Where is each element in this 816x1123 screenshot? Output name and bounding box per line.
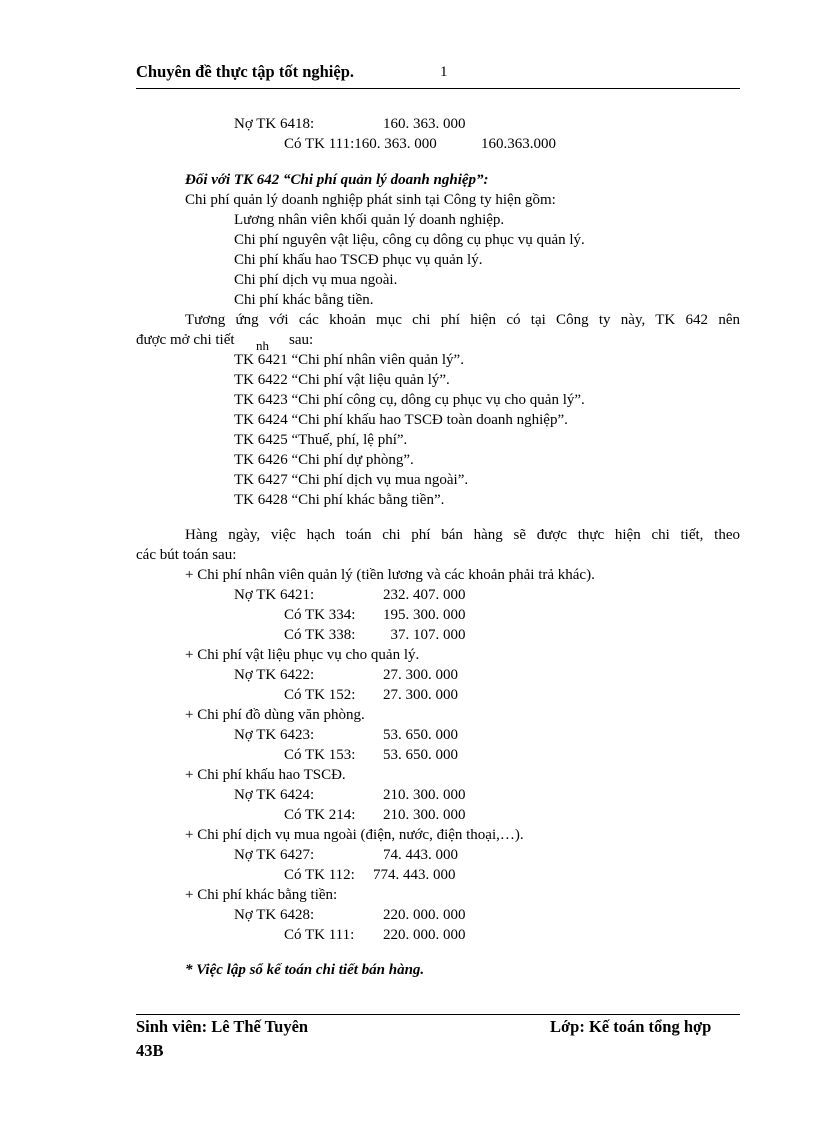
- account-item: TK 6428 “Chi phí khác bằng tiền”.: [234, 492, 445, 508]
- account-item: TK 6422 “Chi phí vật liệu quản lý”.: [234, 372, 450, 388]
- footer-divider: [136, 1014, 740, 1015]
- cost-item: Chi phí nguyên vật liệu, công cụ dông cụ phục vụ quản lý.: [234, 232, 585, 248]
- account-item: TK 6424 “Chi phí khấu hao TSCĐ toàn doanh nghiệp”.: [234, 412, 568, 428]
- debit-account: Nợ TK 6424:: [234, 787, 315, 803]
- credit-account: Có TK 334:: [284, 607, 356, 623]
- paragraph-line: Tương ứng với các khoản mục chi phí hiện có tại Công ty này, TK 642 nên: [185, 312, 740, 328]
- credit-amount: 774. 443. 000: [373, 867, 456, 883]
- debit-amount: 27. 300. 000: [383, 667, 458, 683]
- entry-group-title: + Chi phí dịch vụ mua ngoài (điện, nước, điện thoại,…).: [185, 827, 524, 843]
- header-title: Chuyên đề thực tập tốt nghiệp.: [136, 62, 355, 81]
- footer-cohort: 43B: [136, 1041, 164, 1060]
- footer-student: Sinh viên: Lê Thế Tuyên: [136, 1017, 309, 1036]
- credit-amount: 210. 300. 000: [383, 807, 466, 823]
- cost-item: Chi phí dịch vụ mua ngoài.: [234, 272, 398, 288]
- entry-group-title: + Chi phí khấu hao TSCĐ.: [185, 767, 346, 783]
- debit-account: Nợ TK 6428:: [234, 907, 315, 923]
- header-divider: [136, 88, 740, 89]
- account-item: TK 6426 “Chi phí dự phòng”.: [234, 452, 414, 468]
- entry-debit-6418-amount: 160. 363. 000: [383, 116, 466, 132]
- credit-account: Có TK 112:: [284, 867, 355, 883]
- entry-credit-111-amount: 160.363.000: [481, 136, 556, 152]
- credit-amount: 195. 300. 000: [383, 607, 466, 623]
- credit-account: Có TK 111:: [284, 927, 355, 943]
- credit-amount: 220. 000. 000: [383, 927, 466, 943]
- cost-item: Chi phí khác bằng tiền.: [234, 292, 374, 308]
- account-item: TK 6423 “Chi phí công cụ, dông cụ phục vụ cho quản lý”.: [234, 392, 585, 408]
- debit-account: Nợ TK 6423:: [234, 727, 315, 743]
- entry-group-title: + Chi phí khác bằng tiền:: [185, 887, 338, 903]
- debit-amount: 53. 650. 000: [383, 727, 458, 743]
- debit-amount: 74. 443. 000: [383, 847, 458, 863]
- entry-group-title: + Chi phí vật liệu phục vụ cho quản lý.: [185, 647, 420, 663]
- paragraph-line: Hàng ngày, việc hạch toán chi phí bán hàng sẽ được thực hiện chi tiết, theo: [185, 527, 740, 543]
- credit-account: Có TK 152:: [284, 687, 356, 703]
- cost-item: Chi phí khấu hao TSCĐ phục vụ quản lý.: [234, 252, 483, 268]
- paragraph-line: được mở chi tiết: [136, 332, 235, 348]
- credit-amount: 27. 300. 000: [383, 687, 458, 703]
- section-642-intro: Chi phí quản lý doanh nghiệp phát sinh tại Công ty hiện gồm:: [185, 192, 556, 208]
- section-642-heading: Đối với TK 642 “Chi phí quản lý doanh nghiệp”:: [185, 172, 489, 188]
- debit-account: Nợ TK 6427:: [234, 847, 315, 863]
- page-number: 1: [440, 64, 448, 80]
- paragraph-line-end: sau:: [289, 332, 314, 348]
- debit-amount: 232. 407. 000: [383, 587, 466, 603]
- account-item: TK 6421 “Chi phí nhân viên quản lý”.: [234, 352, 464, 368]
- entry-group-title: + Chi phí nhân viên quản lý (tiền lương và các khoản phải trả khác).: [185, 567, 595, 583]
- paragraph-line: các bút toán sau:: [136, 547, 237, 563]
- debit-amount: 220. 000. 000: [383, 907, 466, 923]
- cost-item: Lương nhân viên khối quản lý doanh nghiệp.: [234, 212, 505, 228]
- credit-account: Có TK 338:: [284, 627, 356, 643]
- debit-account: Nợ TK 6422:: [234, 667, 315, 683]
- entry-credit-111-account: Có TK 111:160. 363. 000: [284, 136, 437, 152]
- entry-group-title: + Chi phí đồ dùng văn phòng.: [185, 707, 365, 723]
- footer-class: Lớp: Kế toán tổng hợp: [550, 1017, 712, 1036]
- paragraph-subscript: nh: [256, 338, 269, 353]
- account-item: TK 6425 “Thuế, phí, lệ phí”.: [234, 432, 408, 448]
- account-item: TK 6427 “Chi phí dịch vụ mua ngoài”.: [234, 472, 469, 488]
- credit-amount: 53. 650. 000: [383, 747, 458, 763]
- entry-debit-6418-account: Nợ TK 6418:: [234, 116, 315, 132]
- debit-account: Nợ TK 6421:: [234, 587, 315, 603]
- closing-heading: * Việc lập sổ kế toán chi tiết bán hàng.: [185, 962, 425, 978]
- credit-account: Có TK 214:: [284, 807, 356, 823]
- credit-account: Có TK 153:: [284, 747, 356, 763]
- debit-amount: 210. 300. 000: [383, 787, 466, 803]
- credit-amount: 37. 107. 000: [383, 627, 466, 643]
